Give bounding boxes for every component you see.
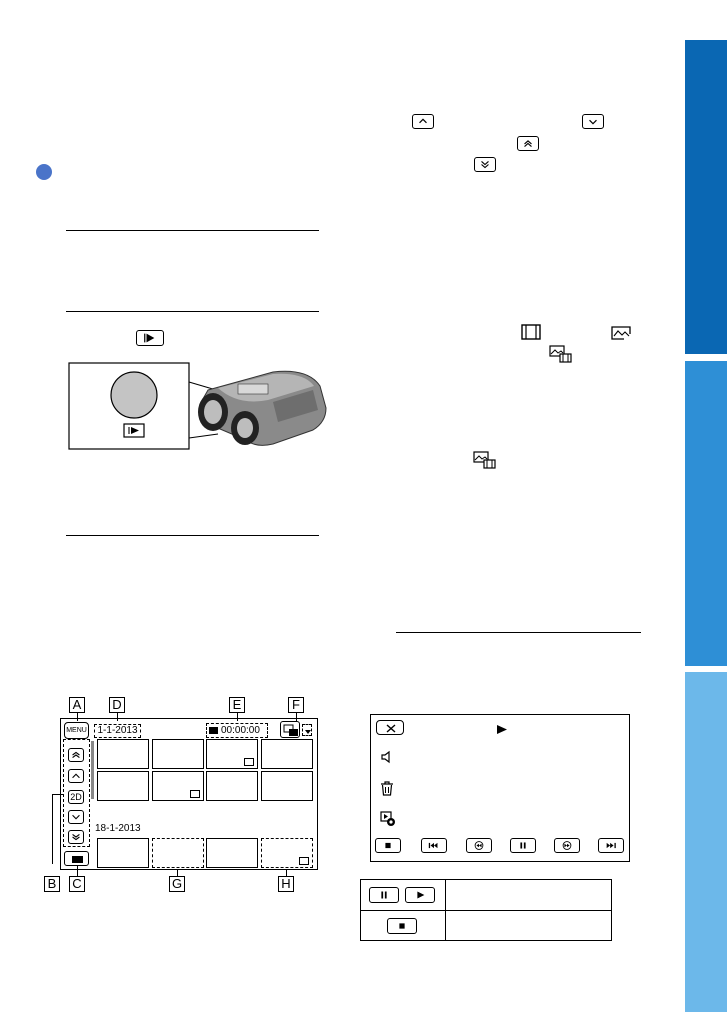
chevron-up-icon	[412, 114, 434, 129]
2d-button[interactable]: 2D	[68, 790, 84, 804]
date-group-label: 18-1-2013	[95, 823, 141, 834]
callout-g: G	[169, 876, 185, 892]
play-icon	[405, 887, 435, 903]
callout-b: B	[44, 876, 60, 892]
chevron-down-icon	[582, 114, 604, 129]
film-icon	[209, 727, 218, 734]
photo-icon	[190, 790, 200, 798]
previous-button[interactable]	[421, 838, 447, 853]
index-tab[interactable]	[682, 672, 727, 1012]
scrollbar[interactable]	[91, 741, 94, 799]
bullet-icon	[36, 164, 52, 180]
speaker-icon[interactable]	[380, 750, 394, 764]
divider	[66, 230, 319, 231]
movie-photo-icon	[473, 451, 497, 469]
stop-button[interactable]	[375, 838, 401, 853]
thumbnail[interactable]	[261, 771, 313, 801]
thumbnail[interactable]	[97, 838, 149, 868]
table-of-contents-tab[interactable]	[682, 40, 727, 354]
thumbnail[interactable]	[97, 739, 149, 769]
trash-icon[interactable]	[380, 781, 394, 796]
divider	[66, 535, 319, 536]
photo-icon	[610, 325, 632, 341]
double-chevron-up-icon	[517, 136, 539, 151]
chevron-down-icon[interactable]	[68, 810, 84, 824]
thumbnail[interactable]	[152, 771, 204, 801]
movie-photo-view-button[interactable]	[280, 721, 300, 738]
thumbnail[interactable]	[152, 739, 204, 769]
thumbnail[interactable]	[206, 739, 258, 769]
thumbnail[interactable]	[261, 838, 313, 868]
photo-icon	[299, 857, 309, 865]
search-tab[interactable]	[682, 361, 727, 666]
movie-playback-screen	[370, 714, 630, 862]
callout-h: H	[278, 876, 294, 892]
double-chevron-down-icon[interactable]	[68, 830, 84, 844]
play-indicator-icon	[496, 722, 508, 733]
thumbnail[interactable]	[97, 771, 149, 801]
dropdown-arrow-icon[interactable]	[302, 724, 312, 736]
callout-e: E	[229, 697, 245, 713]
pause-icon	[369, 887, 399, 903]
event-view-button[interactable]	[64, 851, 89, 866]
callout-f: F	[288, 697, 304, 713]
callout-a: A	[69, 697, 85, 713]
double-chevron-down-icon	[474, 157, 496, 172]
double-chevron-up-icon[interactable]	[68, 748, 84, 762]
callout-c: C	[69, 876, 85, 892]
stop-icon	[387, 918, 417, 934]
chevron-up-icon[interactable]	[68, 769, 84, 783]
next-button[interactable]	[598, 838, 624, 853]
divider	[66, 311, 319, 312]
film-icon	[520, 324, 542, 340]
date-label: 1-1-2013	[94, 724, 141, 738]
divider	[396, 632, 641, 633]
pause-button[interactable]	[510, 838, 536, 853]
rewind-button[interactable]	[466, 838, 492, 853]
counter-display	[206, 723, 268, 738]
camera-illustration	[68, 360, 328, 452]
thumbnail[interactable]	[152, 838, 204, 868]
menu-button[interactable]: MENU	[64, 722, 89, 739]
fast-forward-button[interactable]	[554, 838, 580, 853]
play-icon	[136, 330, 164, 346]
photo-icon	[244, 758, 254, 766]
close-button[interactable]	[376, 720, 404, 735]
callout-d: D	[109, 697, 125, 713]
movie-photo-icon	[549, 345, 573, 363]
thumbnail[interactable]	[206, 838, 258, 868]
thumbnail[interactable]	[206, 771, 258, 801]
counter-value: 00:00:00	[221, 725, 260, 736]
context-icon[interactable]	[380, 811, 396, 827]
thumbnail[interactable]	[261, 739, 313, 769]
